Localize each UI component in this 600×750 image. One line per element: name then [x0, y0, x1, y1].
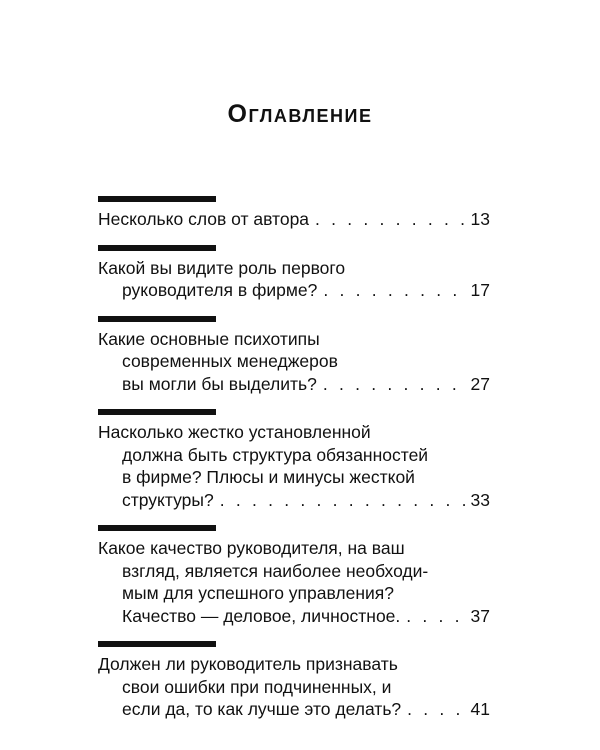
toc-page-number: 41 — [470, 699, 490, 719]
toc-entry[interactable] — [98, 316, 490, 396]
toc-page-number: 17 — [470, 280, 490, 300]
toc-entry-text: структуры? — [122, 489, 214, 510]
toc-page-number: 33 — [470, 489, 490, 510]
toc-entry-text: должна быть структура обязанностей — [122, 444, 429, 465]
toc-entry-text: Несколько слов от автора — [98, 209, 310, 229]
toc-entry[interactable] — [98, 245, 490, 302]
toc-entry-text: Насколько жестко установленной — [98, 422, 371, 442]
dot-leader — [407, 698, 466, 721]
toc-page-number: 37 — [470, 605, 490, 626]
toc-entry[interactable] — [98, 409, 490, 511]
section-rule — [98, 196, 216, 202]
section-rule — [98, 525, 216, 531]
toc-page-number: 13 — [470, 209, 490, 229]
toc-entry-text: свои ошибки при подчиненных, и — [122, 676, 392, 697]
toc-entry[interactable] — [98, 196, 490, 231]
toc-entry-text: вы могли бы выделить? — [122, 373, 317, 394]
toc-entry-last-line — [98, 373, 490, 396]
toc-entry-text: взгляд, является наиболее необходи- — [122, 560, 429, 581]
toc-entry-text: Какие основные психотипы — [98, 328, 320, 349]
toc-entry-text: Качество — деловое, личностное. — [122, 605, 401, 626]
toc-entry-text: Какое качество руководителя, на ваш — [98, 538, 405, 558]
page-title: Оглавление — [227, 100, 373, 128]
toc-entry-text: мым для успешного управления? — [122, 583, 394, 603]
section-rule — [98, 409, 216, 415]
dot-leader — [220, 489, 466, 512]
section-rule — [98, 245, 216, 251]
toc-entry-text: руководителя в фирме? — [122, 280, 318, 300]
toc-entry-last-line — [98, 208, 490, 231]
toc-entry-text: в фирме? Плюсы и минусы жесткой — [122, 467, 415, 487]
toc-entry-last-line — [98, 698, 490, 721]
dot-leader — [323, 373, 466, 396]
toc-entry-last-line — [98, 279, 490, 302]
toc-page-number: 27 — [470, 373, 490, 394]
dot-leader — [406, 605, 466, 628]
toc-entry-text: современных менеджеров — [122, 351, 338, 371]
toc-entry-last-line — [98, 605, 490, 628]
dot-leader — [315, 208, 466, 231]
table-of-contents — [98, 196, 490, 735]
toc-entry[interactable] — [98, 525, 490, 627]
toc-entry-text: если да, то как лучше это делать? — [122, 699, 402, 719]
section-rule — [98, 641, 216, 647]
toc-entry-last-line — [98, 489, 490, 512]
dot-leader — [323, 279, 466, 302]
toc-entry-text: Должен ли руководитель признавать — [98, 654, 398, 674]
toc-entry-text: Какой вы видите роль первого — [98, 257, 346, 278]
section-rule — [98, 316, 216, 322]
toc-entry[interactable] — [98, 641, 490, 721]
